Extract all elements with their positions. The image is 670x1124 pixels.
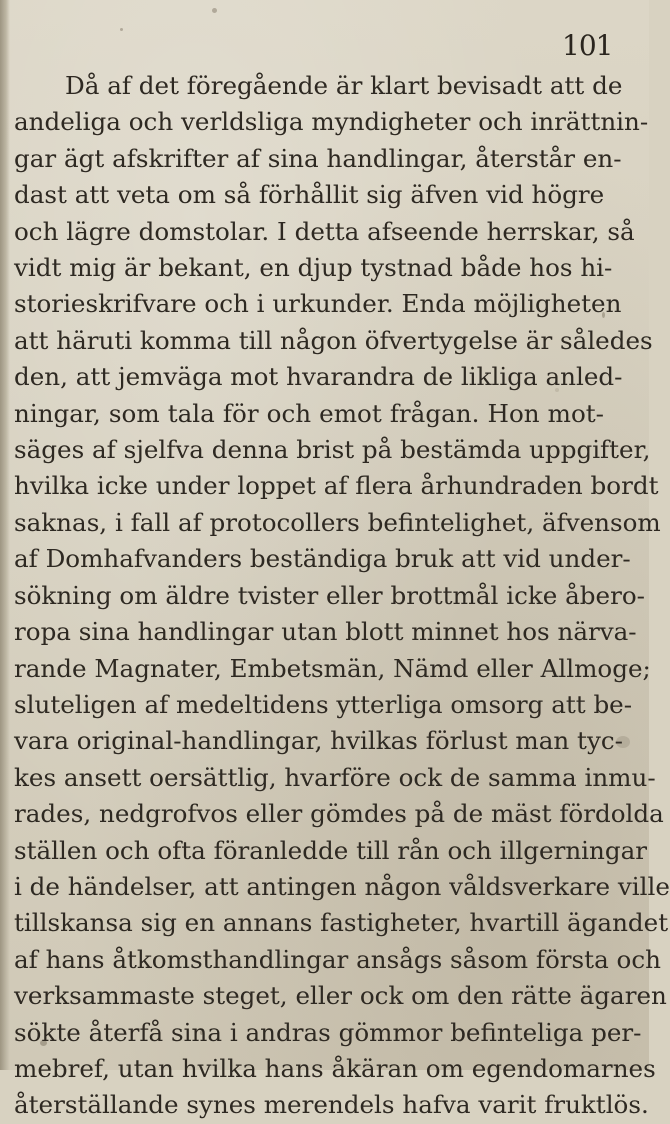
text-line: af Domhafvanders beständiga bruk att vid under-: [14, 544, 631, 574]
text-line: sökte återfå sina i andras gömmor befinteliga per-: [14, 1017, 642, 1047]
paper-speck: [212, 8, 217, 13]
text-line: och lägre domstolar. I detta afseende herrskar, så: [14, 216, 635, 246]
text-line: säges af sjelfva denna brist på bestämda uppgifter,: [14, 435, 651, 465]
text-line: verksammaste steget, eller ock om den rätte ägaren: [14, 981, 667, 1011]
text-line: tillskansa sig en annans fastigheter, hvartill ägandet: [14, 908, 669, 938]
text-line: sökning om äldre tvister eller brottmål icke åbero-: [14, 580, 645, 610]
page-binding-edge: [0, 0, 10, 1070]
text-line: ningar, som tala för och emot frågan. Hon mot-: [14, 398, 604, 428]
text-line: i de händelser, att antingen någon våldsverkare ville: [14, 871, 670, 901]
text-line: ställen och ofta föranledde till rån och illgerningar: [14, 835, 648, 865]
paper-speck: [120, 28, 123, 31]
text-line: saknas, i fall af protocollers befintelighet, äfvensom: [14, 507, 661, 537]
text-line: af hans åtkomsthandlingar ansågs såsom första och: [14, 944, 661, 974]
text-line: rades, nedgrofvos eller gömdes på de mäst fördolda: [14, 799, 664, 829]
text-line: kes ansett oersättlig, hvarföre ock de samma inmu-: [14, 762, 656, 792]
text-line: rande Magnater, Embetsmän, Nämd eller Allmoge;: [14, 653, 651, 683]
text-line: vara original-handlingar, hvilkas förlust man tyc-: [14, 726, 623, 756]
text-line: sluteligen af medeltidens ytterliga omsorg att be-: [14, 689, 633, 719]
text-line: att häruti komma till någon öfvertygelse är således: [14, 325, 653, 355]
body-text: [14, 68, 670, 1124]
text-line: andeliga och verldsliga myndigheter och inrättnin-: [14, 107, 649, 137]
text-line: Då af det föregående är klart bevisadt att de: [65, 71, 623, 100]
text-line: vidt mig är bekant, en djup tystnad både hos hi-: [14, 253, 613, 283]
text-line: den, att jemväga mot hvarandra de likliga anled-: [14, 362, 623, 392]
text-line: dast att veta om så förhållit sig äfven vid högre: [14, 180, 605, 210]
text-line: återställande synes merendels hafva varit fruktlös.: [14, 1090, 649, 1120]
page-number: 101: [562, 29, 613, 62]
text-line: mebref, utan hvilka hans åkäran om egendomarnes: [14, 1053, 656, 1083]
text-line: gar ägt afskrifter af sina handlingar, återstår en-: [14, 143, 622, 173]
text-line: ropa sina handlingar utan blott minnet hos närva-: [14, 617, 637, 647]
text-line: hvilka icke under loppet af flera århundraden bordt: [14, 471, 659, 501]
text-line: storieskrifvare och i urkunder. Enda möjligheten: [14, 289, 622, 319]
